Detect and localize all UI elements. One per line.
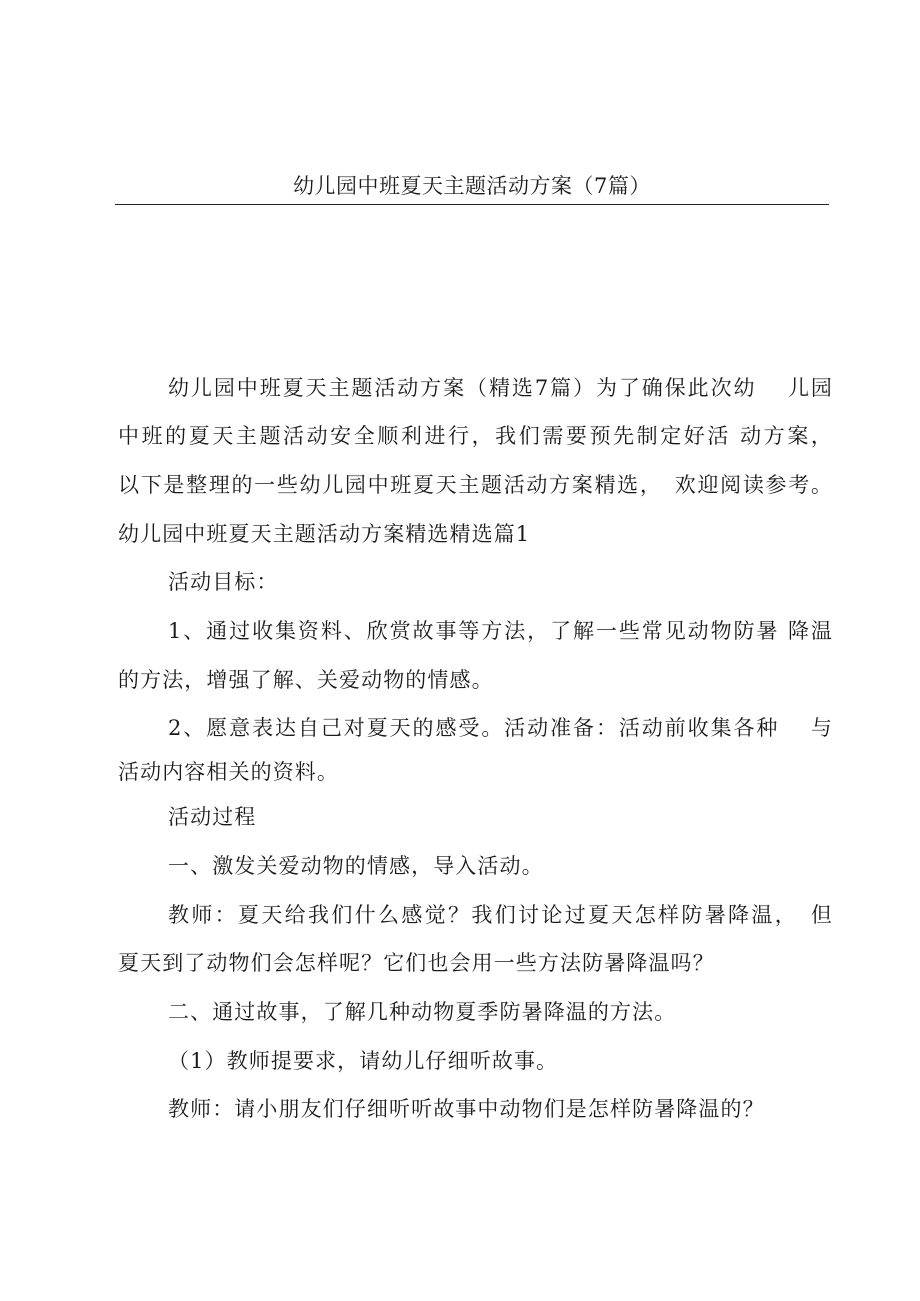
paragraph-line: 以下是整理的一些幼儿园中班夏天主题活动方案精选， 欢迎阅读参考。 (118, 473, 833, 497)
paragraph-line: 幼儿园中班夏天主题活动方案（精选7篇）为了确保此次幼 儿园 (168, 376, 833, 400)
paragraph-line: 教师：夏天给我们什么感觉？我们讨论过夏天怎样防暑降温， 但 (168, 903, 833, 927)
paragraph-line: 中班的夏天主题活动安全顺利进行，我们需要预先制定好活 动方案， (118, 424, 833, 448)
paragraph-line: 一、激发关爱动物的情感，导入活动。 (168, 854, 544, 878)
paragraph-line: 的方法，增强了解、关爱动物的情感。 (118, 668, 494, 692)
paragraph-line: 2、愿意表达自己对夏天的感受。活动准备：活动前收集各种 与 (168, 716, 833, 740)
document-title: 幼儿园中班夏天主题活动方案（7篇） (293, 174, 651, 198)
paragraph-line: 二、通过故事，了解几种动物夏季防暑降温的方法。 (168, 1000, 677, 1024)
paragraph-line: 教师：请小朋友们仔细听听故事中动物们是怎样防暑降温的？ (168, 1097, 765, 1121)
paragraph-line: （1）教师提要求，请幼儿仔细听故事。 (168, 1049, 559, 1073)
paragraph-line: 活动目标： (168, 570, 279, 594)
paragraph-line: 夏天到了动物们会怎样呢？它们也会用一些方法防暑降温吗？ (118, 951, 715, 975)
title-underline (115, 204, 829, 205)
section-heading: 幼儿园中班夏天主题活动方案精选精选篇1 (118, 522, 531, 546)
paragraph-line: 1、通过收集资料、欣赏故事等方法，了解一些常见动物防暑 降温 (168, 619, 833, 643)
paragraph-line: 活动过程 (168, 805, 257, 829)
paragraph-line: 活动内容相关的资料。 (118, 760, 339, 784)
